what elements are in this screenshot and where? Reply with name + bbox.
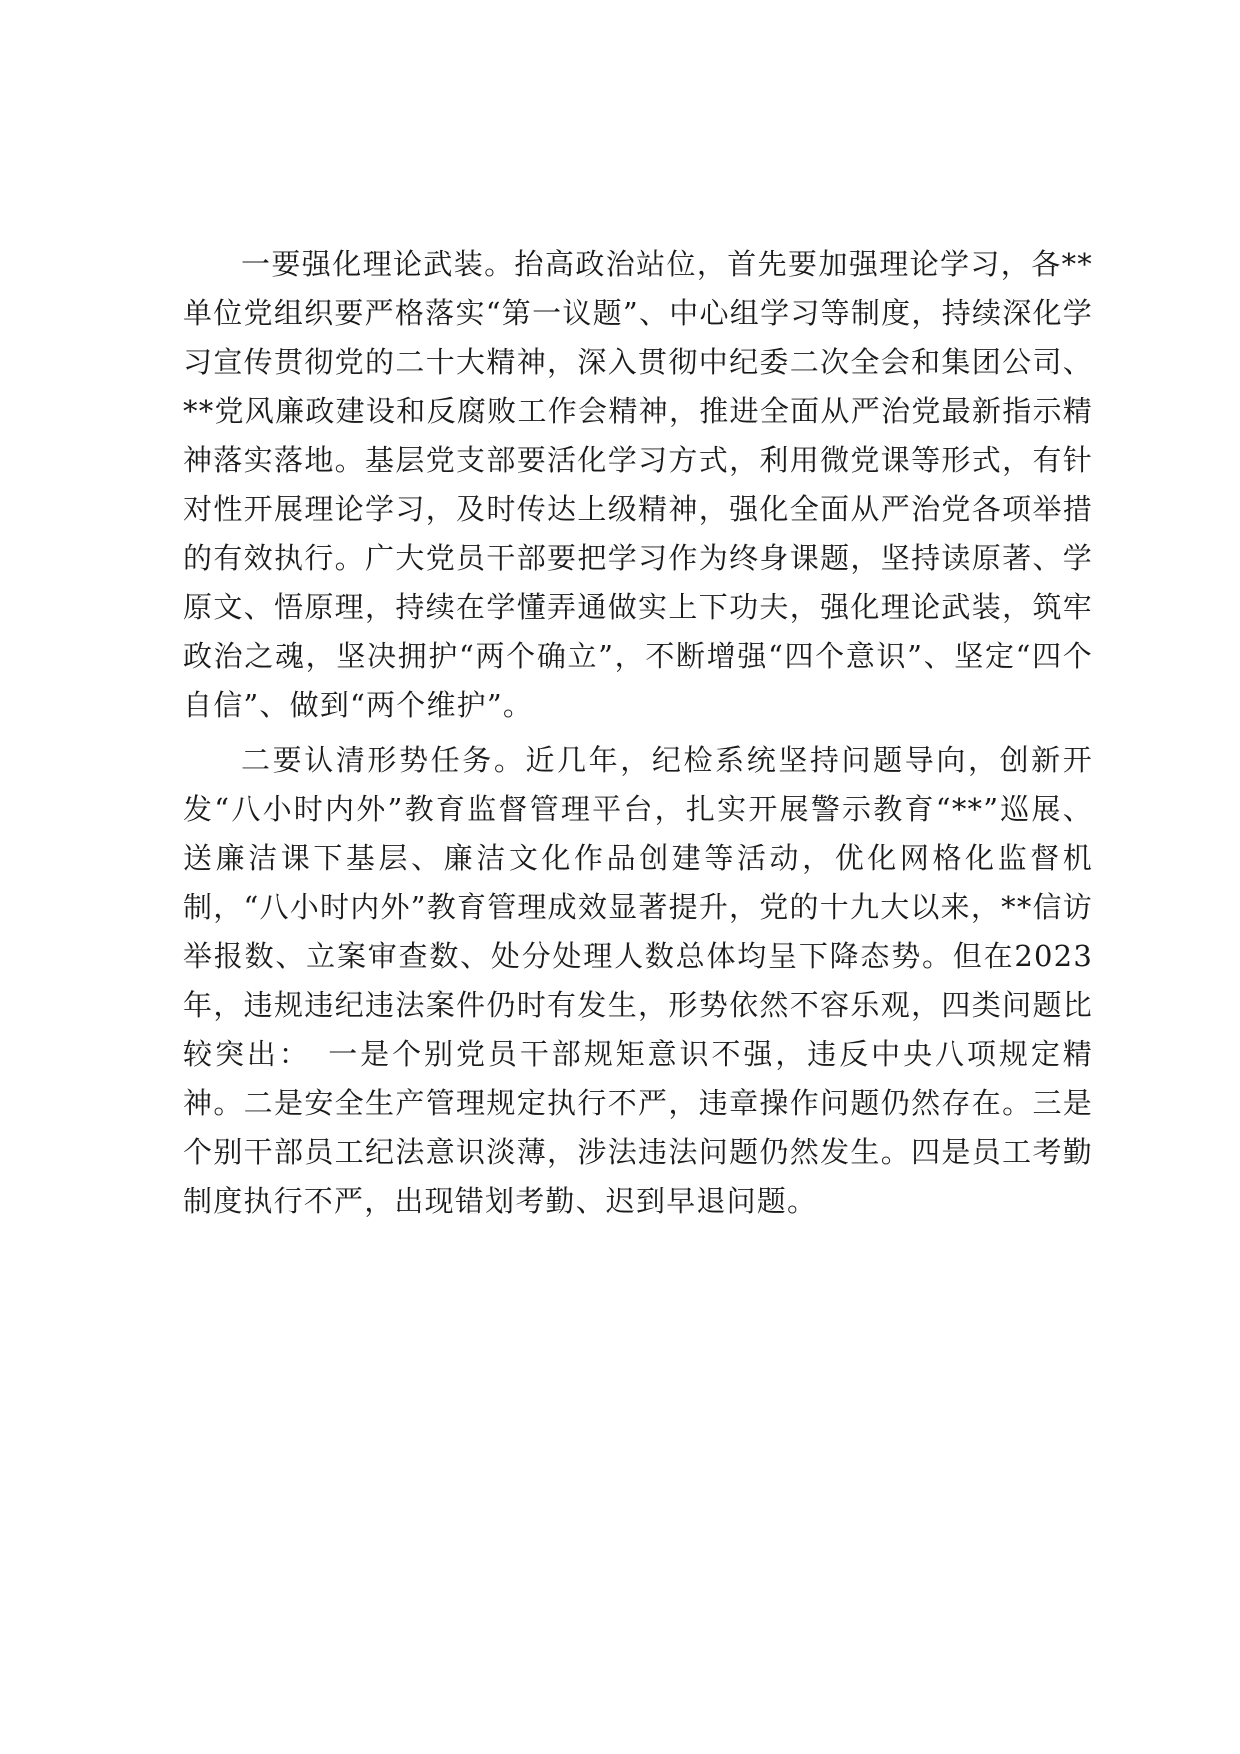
paragraph-strengthen-theory: 一要强化理论武装。抬高政治站位，首先要加强理论学习，各**单位党组织要严格落实“第一议题”、中心组学习等制度，持续深化学习宣传贯彻党的二十大精神，深入贯彻中纪委二次全会和集团公司、**党风廉政建设和反腐败工作会精神，推进全面从严治党最新指示精神落实落地。基层党支部要活化学习方式，利用微党课等形式，有针对性开展理论学习，及时传达上级精神，强化全面从严治党各项举措的有效执行。广大党员干部要把学习作为终身课题，坚持读原著、学原文、悟原理，持续在学懂弄通做实上下功夫，强化理论武装，筑牢政治之魂，坚决拥护“两个确立”，不断增强“四个意识”、坚定“四个自信”、做到“两个维护”。 (183, 247, 1093, 722)
document-body (183, 240, 1093, 1226)
paragraph-recognize-situation: 二要认清形势任务。近几年，纪检系统坚持问题导向，创新开发“八小时内外”教育监督管理平台，扎实开展警示教育“**”巡展、送廉洁课下基层、廉洁文化作品创建等活动，优化网格化监督机制，“八小时内外”教育管理成效显著提升，党的十九大以来，**信访举报数、立案审查数、处分处理人数总体均呈下降态势。但在2023年，违规违纪违法案件仍时有发生，形势依然不容乐观，四类问题比较突出： 一是个别党员干部规矩意识不强，违反中央八项规定精神。二是安全生产管理规定执行不严，违章操作问题仍然存在。三是个别干部员工纪法意识淡薄，涉法违法问题仍然发生。四是员工考勤制度执行不严，出现错划考勤、迟到早退问题。 (183, 743, 1093, 1218)
